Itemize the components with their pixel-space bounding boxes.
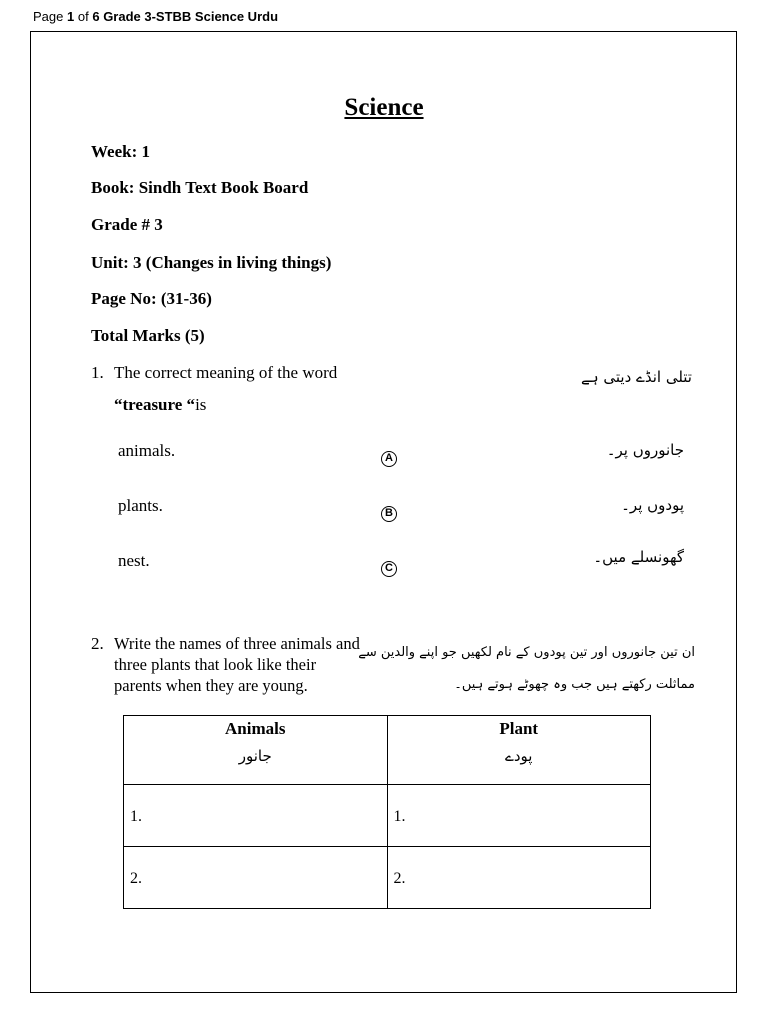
option-c-text: nest. xyxy=(118,551,150,570)
book-label: Book: Sindh Text Book Board xyxy=(91,178,309,197)
week-label: Week: 1 xyxy=(91,142,151,161)
option-b-text: plants. xyxy=(118,496,163,515)
q2-line3: parents when they are young. xyxy=(114,676,308,695)
q1-urdu: تتلی انڈے دیتی ہے xyxy=(581,368,692,386)
option-c-bubble[interactable]: C xyxy=(381,561,397,577)
animal-row-2-number: 2. xyxy=(130,870,142,887)
animal-answer-cell-2[interactable] xyxy=(124,847,388,909)
plant-header-urdu: پودے xyxy=(505,747,533,765)
animals-header-cell xyxy=(124,716,388,785)
doc-title: Grade 3-STBB Science Urdu xyxy=(103,9,279,24)
q1-line1: The correct meaning of the word xyxy=(114,363,338,382)
page-title: Science xyxy=(344,94,424,121)
option-b-urdu: پودوں پر۔ xyxy=(621,496,684,514)
table-row xyxy=(124,785,651,847)
plant-header-cell xyxy=(387,716,651,785)
option-a-urdu: جانوروں پر۔ xyxy=(606,441,684,459)
page-label: Page xyxy=(33,9,64,24)
q2-line2: three plants that look like their xyxy=(114,655,317,674)
option-c-urdu: گھونسلے میں۔ xyxy=(593,548,684,566)
option-a-bubble[interactable]: A xyxy=(381,451,397,467)
option-a-text: animals. xyxy=(118,441,176,460)
table-header-row xyxy=(124,716,651,785)
animal-answer-cell-1[interactable] xyxy=(124,785,388,847)
of-label: of xyxy=(77,9,89,24)
q2-urdu-line2: مماثلت رکھتے ہیں جب وہ چھوٹے ہوتے ہیں۔ xyxy=(454,677,695,692)
page-total: 6 xyxy=(92,9,100,24)
q2-line1: Write the names of three animals and xyxy=(114,634,360,653)
animal-row-1-number: 1. xyxy=(130,808,142,825)
plant-row-1-number: 1. xyxy=(393,808,406,825)
q1-keyword: “treasure “ xyxy=(114,395,196,414)
page-header xyxy=(33,9,278,24)
animals-header-urdu: جانور xyxy=(238,747,272,765)
grade-label: Grade # 3 xyxy=(91,215,163,234)
q1-number: 1. xyxy=(91,363,104,382)
plant-row-2-number: 2. xyxy=(393,870,406,887)
animals-header: Animals xyxy=(225,719,286,738)
table-row xyxy=(124,847,651,909)
plant-answer-cell-1[interactable] xyxy=(387,785,651,847)
answer-table xyxy=(123,715,651,909)
page-no-label: Page No: (31-36) xyxy=(91,289,212,308)
total-marks-label: Total Marks (5) xyxy=(91,326,205,345)
plant-answer-cell-2[interactable] xyxy=(387,847,651,909)
q2-number: 2. xyxy=(91,634,104,653)
q1-line2 xyxy=(114,395,206,415)
q2-urdu-line1: ان تین جانوروں اور تین پودوں کے نام لکھیں جو اپنے والدین سے xyxy=(358,645,695,660)
q1-line2-rest: is xyxy=(195,395,207,414)
unit-label: Unit: 3 (Changes in living things) xyxy=(91,253,332,272)
option-b-bubble[interactable]: B xyxy=(381,506,397,522)
plant-header: Plant xyxy=(499,719,539,738)
page-number: 1 xyxy=(67,9,75,24)
